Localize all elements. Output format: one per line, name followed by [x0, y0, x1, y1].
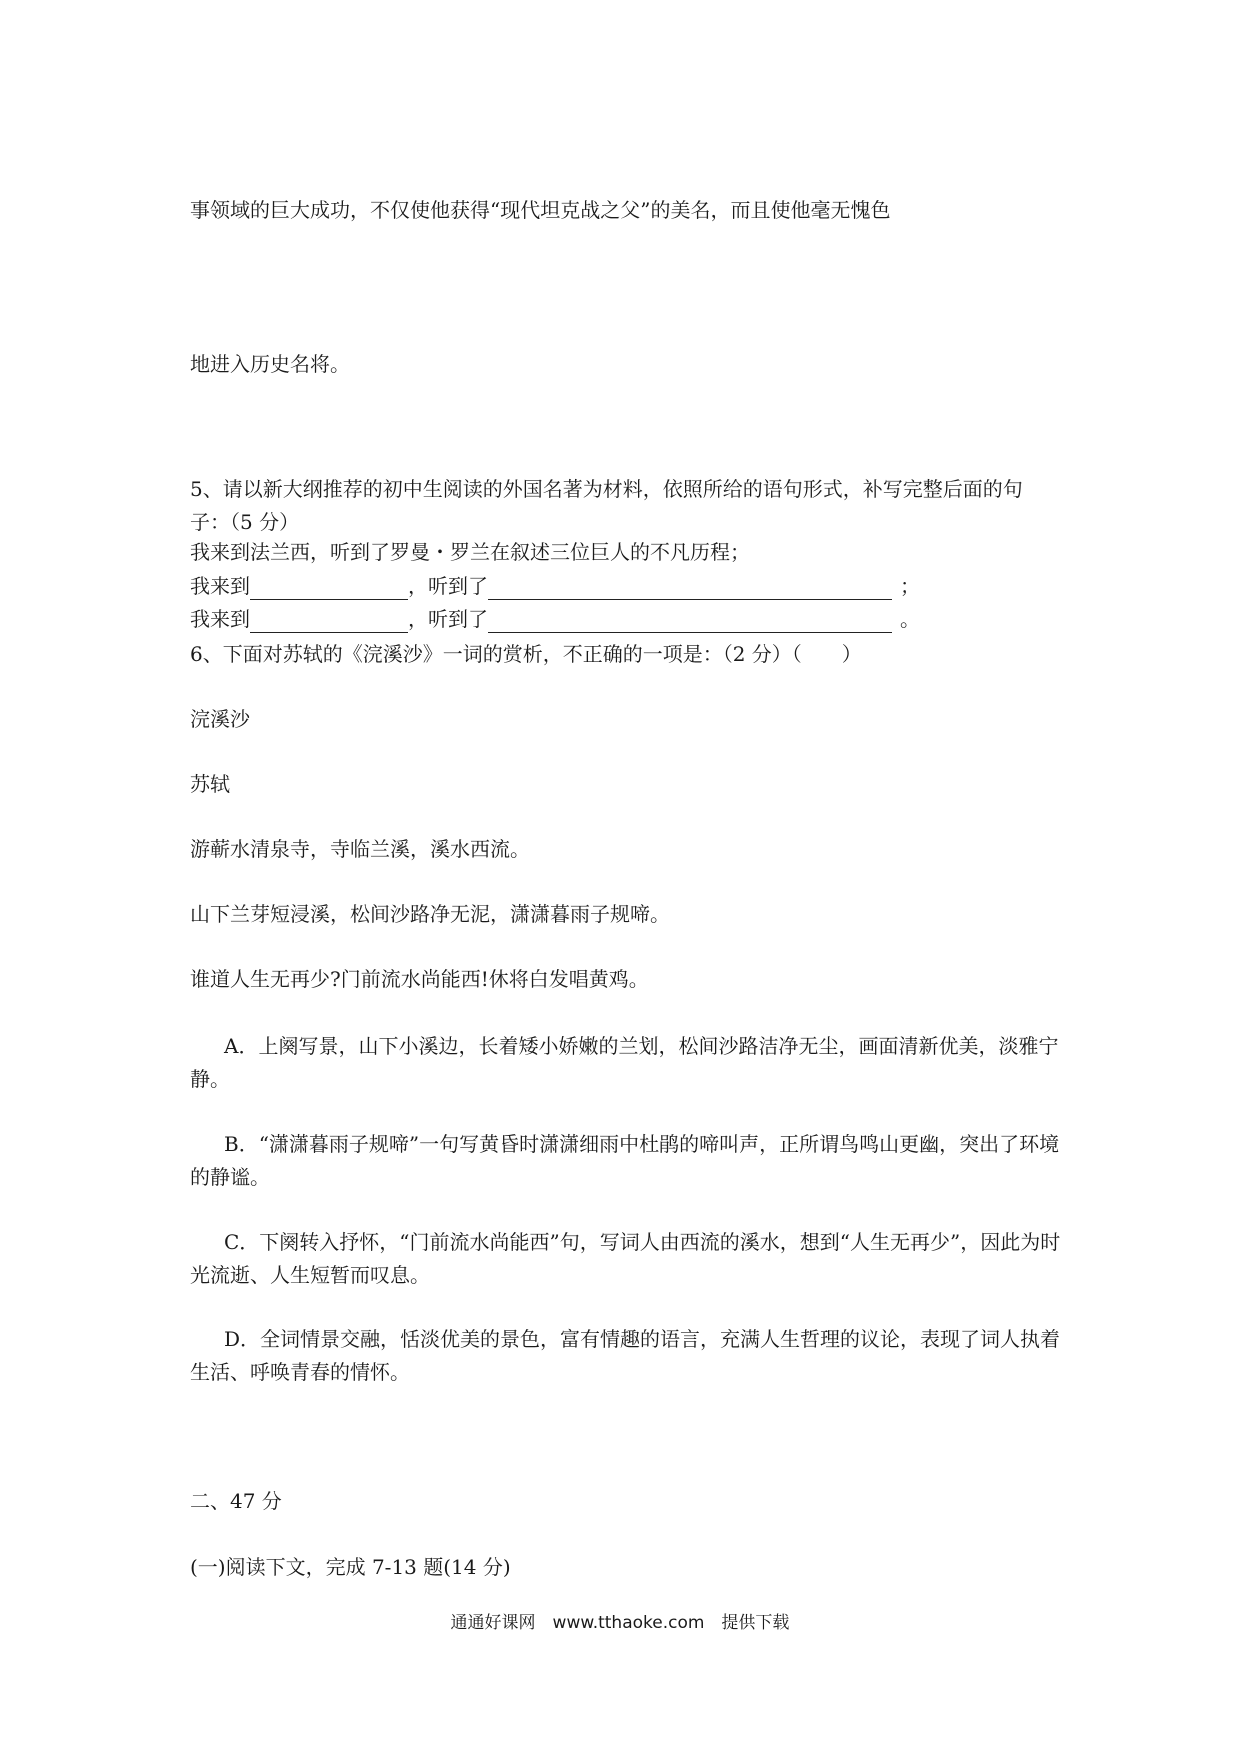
- fill-end: 。: [900, 607, 920, 631]
- poem-line-2: 谁道人生无再少?门前流水尚能西!休将白发唱黄鸡。: [190, 967, 649, 991]
- fill-prefix: 我来到: [190, 607, 250, 631]
- section-2-heading: 二、47 分: [190, 1489, 282, 1513]
- fill-blank-place[interactable]: [250, 610, 408, 633]
- question-5-example: 我来到法兰西，听到了罗曼・罗兰在叙述三位巨人的不凡历程；: [190, 540, 750, 564]
- question-5-prompt: 5、请以新大纲推荐的初中生阅读的外国名著为材料，依照所给的语句形式，补写完整后面的句子：（5 分）: [190, 477, 1023, 534]
- poem-title: 浣溪沙: [190, 707, 250, 731]
- fill-blank-content[interactable]: [488, 577, 892, 600]
- page-footer: 通通好课网 www.tthaoke.com 提供下载: [450, 1613, 790, 1633]
- continuation-line-1: 事领域的巨大成功，不仅使他获得“现代坦克战之父”的美名，而且使他毫无愧色: [190, 198, 891, 222]
- option-b: B．“潇潇暮雨子规啼”一句写黄昏时潇潇细雨中杜鹃的啼叫声，正所谓鸟鸣山更幽，突出了环境的静谧。: [190, 1132, 1060, 1189]
- fill-middle: ，听到了: [408, 574, 488, 598]
- question-5-fill-line-1: [190, 572, 920, 600]
- fill-blank-place[interactable]: [250, 577, 408, 600]
- section-2-subheading: (一)阅读下文，完成 7-13 题(14 分): [190, 1555, 511, 1579]
- fill-end: ；: [900, 574, 920, 598]
- question-6-prompt: 6、下面对苏轼的《浣溪沙》一词的赏析，不正确的一项是：（2 分）（ ）: [190, 642, 862, 666]
- poem-preface: 游蕲水清泉寺，寺临兰溪，溪水西流。: [190, 837, 530, 861]
- continuation-line-2: 地进入历史名将。: [190, 352, 350, 376]
- question-5-fill-line-2: [190, 605, 920, 633]
- fill-prefix: 我来到: [190, 574, 250, 598]
- poem-line-1: 山下兰芽短浸溪，松间沙路净无泥，潇潇暮雨子规啼。: [190, 902, 670, 926]
- option-d: D．全词情景交融，恬淡优美的景色，富有情趣的语言，充满人生哲理的议论，表现了词人执着生活、呼唤青春的情怀。: [190, 1327, 1061, 1384]
- poem-author: 苏轼: [190, 772, 230, 796]
- option-a: A．上阕写景，山下小溪边，长着矮小娇嫩的兰划，松间沙路洁净无尘，画面清新优美，淡雅宁静。: [190, 1034, 1059, 1091]
- fill-blank-content[interactable]: [488, 610, 892, 633]
- fill-middle: ，听到了: [408, 607, 488, 631]
- option-c: C．下阕转入抒怀，“门前流水尚能西”句，写词人由西流的溪水，想到“人生无再少”，因此为时光流逝、人生短暂而叹息。: [190, 1230, 1061, 1287]
